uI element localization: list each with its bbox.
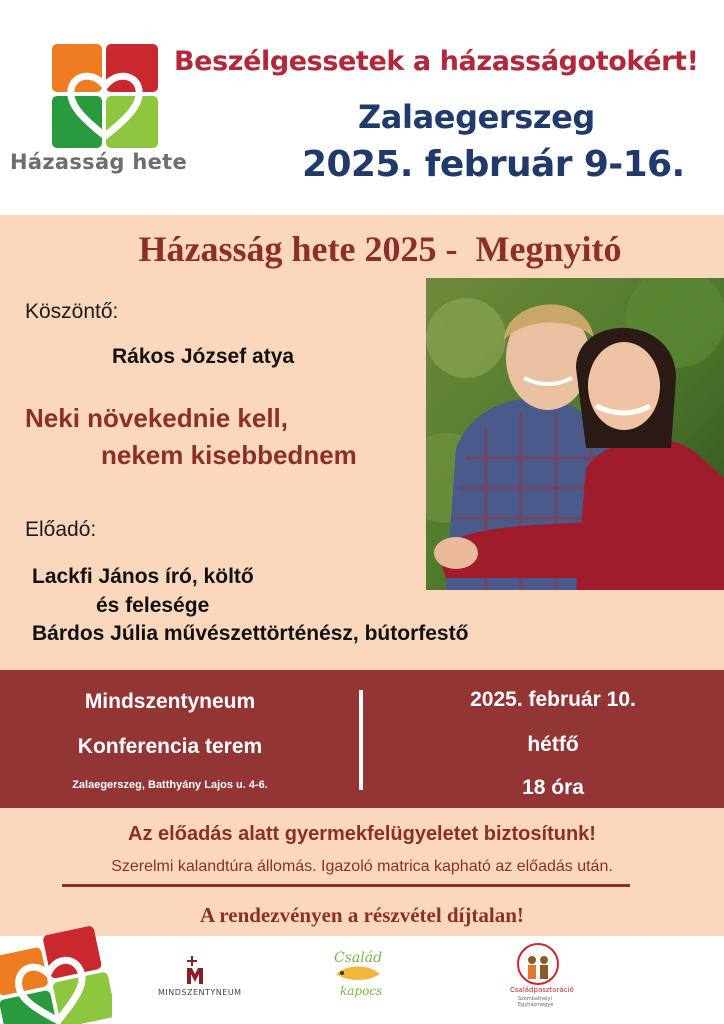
band-divider	[359, 690, 363, 790]
venue-address: Zalaegerszeg, Batthyány Lajos u. 4-6.	[72, 779, 268, 791]
quote-line-1: Neki növekednie kell,	[25, 403, 289, 433]
event-day: hétfő	[527, 733, 579, 756]
csp-sub1: Szombathelyi	[518, 996, 552, 1002]
venue-room: Konferencia terem	[77, 735, 263, 758]
quote-line-2: nekem kisebbednem	[101, 440, 357, 470]
logo-text: Házasság hete	[10, 150, 188, 174]
greeting-person: Rákos József atya	[112, 345, 295, 368]
city: Zalaegerszeg	[358, 98, 595, 136]
page-title: Házasság hete 2025 - Megnyitó	[138, 229, 622, 269]
speaker-line-1: Lackfi János író, költő	[32, 565, 254, 588]
venue-name: Mindszentyneum	[84, 690, 256, 713]
hazassag-hete-corner-logo	[0, 920, 112, 1024]
csp-label: Családpasztoráció	[510, 986, 574, 994]
free-entry-note: A rendezvényen a részvétel díjtalan!	[200, 903, 524, 927]
event-time: 18 óra	[522, 776, 584, 799]
greeting-label: Köszöntő:	[25, 300, 119, 323]
speaker-line-3: Bárdos Júlia művészettörténész, bútorfestő	[32, 622, 469, 645]
slogan: Beszélgessetek a házasságotokért!	[174, 46, 699, 77]
event-dates: 2025. február 9-16.	[302, 144, 685, 185]
mindszentyneum-label: MINDSZENTYNEUM	[158, 988, 242, 997]
speaker-label: Előadó:	[25, 518, 97, 541]
csaladpasztoracio-logo	[510, 940, 574, 1010]
tour-note: Szerelmi kalandtúra állomás. Igazoló matrica kapható az előadás után.	[111, 858, 613, 875]
hazassag-hete-logo	[52, 44, 158, 148]
csalad-line1: Család	[334, 950, 383, 966]
csp-sub2: Egyházmegye	[518, 1002, 554, 1008]
note-rule	[62, 884, 630, 887]
couple-photo	[426, 278, 724, 590]
csalad-kapocs-logo	[318, 940, 398, 1002]
event-date: 2025. február 10.	[470, 688, 636, 711]
childcare-note: Az előadás alatt gyermekfelügyeletet biztosítunk!	[128, 823, 596, 845]
csalad-line2: kapocs	[340, 984, 383, 998]
speaker-line-2: és felesége	[96, 594, 210, 617]
